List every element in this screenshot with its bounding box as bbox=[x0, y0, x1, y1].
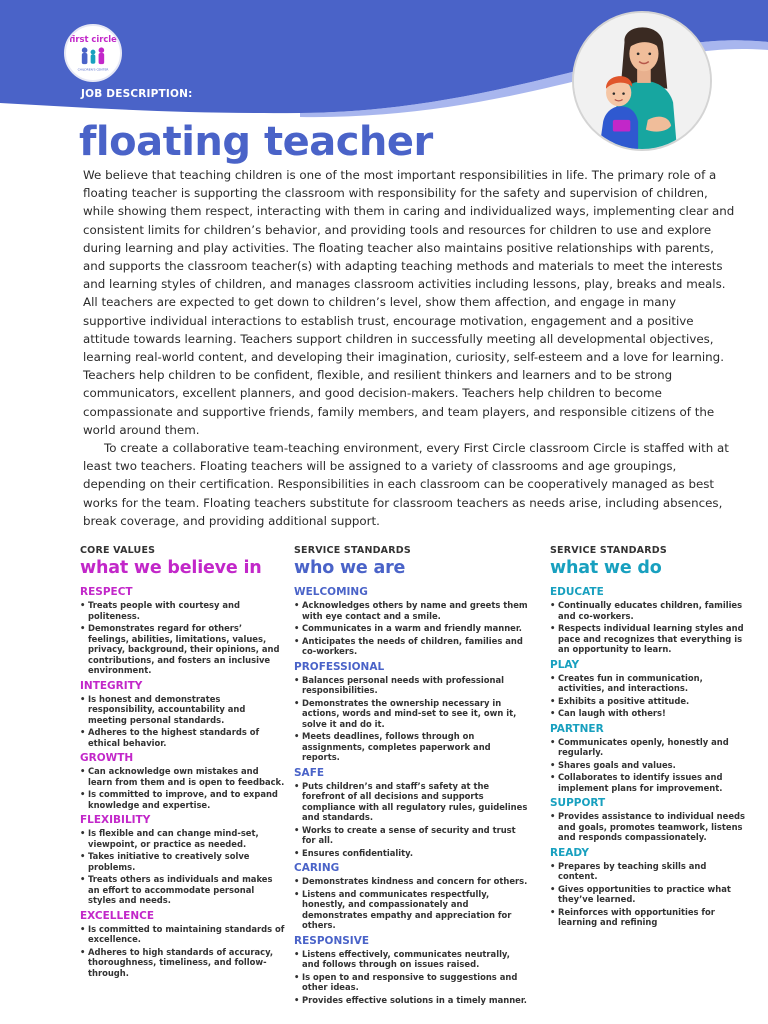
section-title: PLAY bbox=[550, 658, 580, 671]
section-support bbox=[550, 796, 745, 843]
section-play bbox=[550, 658, 745, 719]
list-item: • Is committed to improve, and to expand knowledge and expertise. bbox=[80, 789, 285, 810]
logo-subtext: CHILDREN'S CENTER bbox=[77, 67, 109, 72]
first-circle-logo bbox=[64, 24, 122, 82]
list-item: • Gives opportunities to practice what they’ve learned. bbox=[550, 884, 745, 905]
section-title: FLEXIBILITY bbox=[80, 814, 151, 826]
section-flexibility bbox=[80, 813, 285, 906]
list-item: • Works to create a sense of security and trust for all. bbox=[294, 825, 530, 846]
page-title: floating teacher bbox=[79, 119, 433, 165]
section-title: INTEGRITY bbox=[80, 679, 143, 692]
list-item: • Can laugh with others! bbox=[550, 708, 745, 719]
core-values-column bbox=[80, 545, 285, 981]
list-item: • Is committed to maintaining standards of excellence. bbox=[80, 924, 285, 945]
section-ready bbox=[550, 846, 745, 928]
list-item: • Takes initiative to creatively solve problems. bbox=[80, 851, 285, 872]
section-title: SAFE bbox=[294, 766, 325, 779]
list-item: • Demonstrates the ownership necessary in actions, words and mind-set to see it, own it, solve it and do it. bbox=[294, 698, 530, 730]
list-item: • Meets deadlines, follows through on assignments, completes paperwork and reports. bbox=[294, 731, 530, 763]
section-title: READY bbox=[550, 846, 589, 859]
list-item: • Demonstrates regard for others’ feelings, abilities, limitations, values, privacy, background, their opinions, and contributions, and fosters an inclusive environment. bbox=[80, 623, 285, 676]
list-item: • Collaborates to identify issues and implement plans for improvement. bbox=[550, 772, 745, 793]
section-welcoming bbox=[294, 585, 530, 657]
section-partner bbox=[550, 722, 745, 794]
section-integrity bbox=[80, 679, 285, 749]
section-caring bbox=[294, 861, 530, 931]
list-item: • Treats people with courtesy and politeness. bbox=[80, 600, 285, 621]
list-item: • Shares goals and values. bbox=[550, 760, 745, 771]
team-teaching-paragraph: To create a collaborative team-teaching environment, every First Circle classroom Circle is staffed with at least two teachers. Floating teachers will be assigned to a variety of classrooms and age groupings, depending on their certification. Responsibilities in each classroom can be cooperatively managed as best works for the team. Floating teachers substitute for classroom teachers as needs arise, including absences, break coverage, and providing additional support. bbox=[83, 441, 729, 528]
list-item: • Listens effectively, communicates neutrally, and follows through on issues raised. bbox=[294, 949, 530, 970]
intro-paragraph: We believe that teaching children is one of the most important responsibilities in life. The primary role of a floating teacher is supporting the classroom with responsibility for the safety and supervision of children, while showing them respect, interacting with them in caring and individualized ways, implementing clear and consistent limits for children’s behavior, and providing tools and resources for children to use and explore during learning and play activities. The floating teacher also maintains positive relationships with parents, and supports the classroom teacher(s) with adapting teaching methods and materials to meet the interests and learning styles of children, and manages classroom activities including lessons, play, breaks and meals. All teachers are expected to get down to children’s level, show them affection, and engage in many supportive individual interactions to establish trust, encourage motivation, engagement and a positive attitude towards learning. Teachers support children in successfully meeting all developmental objectives, learning real-world content, and developing their imagination, curiosity, self-esteem and a love for learning. Teachers help children to be confident, flexible, and resilient thinkers and learners and to be strong communicators, excellent planners, and good decision-makers. Teachers help children to become compassionate and supportive friends, family members, and team players, and responsible citizens of the world around them. bbox=[83, 168, 735, 437]
list-item: • Puts children’s and staff’s safety at the forefront of all decisions and supports compliance with all regulatory rules, guidelines and standards. bbox=[294, 781, 530, 823]
section-excellence bbox=[80, 909, 285, 979]
list-item: • Can acknowledge own mistakes and learn from them and is open to feedback. bbox=[80, 766, 285, 787]
section-growth bbox=[80, 751, 285, 810]
list-item: • Provides effective solutions in a timely manner. bbox=[294, 995, 530, 1006]
logo-text: first circle bbox=[69, 33, 117, 44]
section-title: SUPPORT bbox=[550, 797, 606, 809]
section-safe bbox=[294, 766, 530, 859]
section-respect bbox=[80, 585, 285, 676]
list-item: • Is flexible and can change mind-set, viewpoint, or practice as needed. bbox=[80, 828, 285, 849]
list-item: • Communicates openly, honestly and regularly. bbox=[550, 737, 745, 758]
section-educate bbox=[550, 585, 745, 655]
list-item: • Adheres to the highest standards of ethical behavior. bbox=[80, 727, 285, 748]
list-item: • Demonstrates kindness and concern for others. bbox=[294, 876, 530, 887]
list-item: • Communicates in a warm and friendly manner. bbox=[294, 623, 530, 634]
who-we-are-column bbox=[294, 545, 530, 1008]
list-item: • Continually educates children, families and co-workers. bbox=[550, 600, 745, 621]
section-title: RESPONSIVE bbox=[294, 934, 369, 947]
section-title: RESPECT bbox=[80, 586, 133, 598]
column-heading: who we are bbox=[294, 558, 406, 578]
list-item: • Creates fun in communication, activities, and interactions. bbox=[550, 673, 745, 694]
list-item: • Balances personal needs with professional responsibilities. bbox=[294, 675, 530, 696]
column-kicker: SERVICE STANDARDS bbox=[550, 545, 667, 556]
what-we-do-column bbox=[550, 545, 745, 931]
list-item: • Anticipates the needs of children, families and co-workers. bbox=[294, 636, 530, 657]
column-kicker: CORE VALUES bbox=[80, 545, 156, 556]
column-kicker: SERVICE STANDARDS bbox=[294, 545, 411, 556]
list-item: • Listens and communicates respectfully, honestly, and compassionately and demonstrates empathy and appreciation for others. bbox=[294, 889, 530, 931]
section-responsive bbox=[294, 934, 530, 1006]
section-title: EDUCATE bbox=[550, 586, 604, 598]
teacher-child-illustration bbox=[572, 11, 712, 151]
list-item: • Is open to and responsive to suggestions and other ideas. bbox=[294, 972, 530, 993]
list-item: • Provides assistance to individual needs and goals, promotes teamwork, listens and responds compassionately. bbox=[550, 811, 745, 843]
list-item: • Prepares by teaching skills and content. bbox=[550, 861, 745, 882]
section-title: EXCELLENCE bbox=[80, 909, 154, 922]
list-item: • Respects individual learning styles and pace and recognizes that everything is an opportunity to learn. bbox=[550, 623, 745, 655]
section-title: WELCOMING bbox=[294, 586, 368, 598]
list-item: • Acknowledges others by name and greets them with eye contact and a smile. bbox=[294, 600, 530, 621]
section-title: CARING bbox=[294, 862, 340, 874]
list-item: • Is honest and demonstrates responsibility, accountability and meeting personal standards. bbox=[80, 694, 285, 726]
section-professional bbox=[294, 660, 530, 763]
job-description-body bbox=[83, 166, 737, 530]
job-description-label: JOB DESCRIPTION: bbox=[81, 88, 193, 100]
list-item: • Treats others as individuals and makes an effort to accommodate personal styles and needs. bbox=[80, 874, 285, 906]
list-item: • Adheres to high standards of accuracy, thoroughness, timeliness, and follow-through. bbox=[80, 947, 285, 979]
list-item: • Exhibits a positive attitude. bbox=[550, 696, 745, 707]
section-title: PROFESSIONAL bbox=[294, 660, 385, 673]
section-title: PARTNER bbox=[550, 722, 604, 735]
section-title: GROWTH bbox=[80, 752, 134, 764]
list-item: • Reinforces with opportunities for learning and refining bbox=[550, 907, 745, 928]
column-heading: what we do bbox=[550, 558, 662, 578]
list-item: • Ensures confidentiality. bbox=[294, 848, 530, 859]
column-heading: what we believe in bbox=[80, 558, 262, 578]
